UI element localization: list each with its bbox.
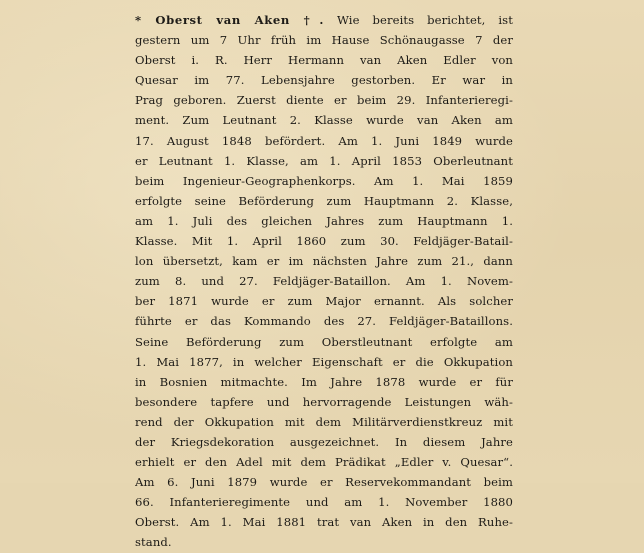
article-line: Oberst. Am 1. Mai 1881 trat van Aken in den Ruhe- xyxy=(135,515,513,530)
article-line: rend der Okkupation mit dem Militärverdienstkreuz mit xyxy=(135,414,513,429)
article-line: erfolgte seine Beförderung zum Hauptmann 2. Klasse, xyxy=(135,193,513,208)
article-line: besondere tapfere und hervorragende Leistungen wäh- xyxy=(135,394,513,409)
article-line: stand. xyxy=(135,535,172,550)
article-line: ber 1871 wurde er zum Major ernannt. Als solcher xyxy=(135,294,513,309)
article-line: Am 6. Juni 1879 wurde er Reservekommandant beim xyxy=(135,475,513,490)
article-line: am 1. Juli des gleichen Jahres zum Hauptmann 1. xyxy=(135,213,513,228)
article-line: zum 8. und 27. Feldjäger-Bataillon. Am 1. Novem- xyxy=(135,274,513,289)
article-line: 66. Infanterieregimente und am 1. November 1880 xyxy=(135,495,513,510)
article-line: Oberst i. R. Herr Hermann van Aken Edler von xyxy=(135,53,513,68)
article-line: Klasse. Mit 1. April 1860 zum 30. Feldjäger-Batail- xyxy=(135,234,513,249)
article-line: Quesar im 77. Lebensjahre gestorben. Er war in xyxy=(135,73,513,88)
article-line: in Bosnien mitmachte. Im Jahre 1878 wurde er für xyxy=(135,374,513,389)
article-line: ment. Zum Leutnant 2. Klasse wurde van Aken am xyxy=(135,113,513,128)
article-line: Seine Beförderung zum Oberstleutnant erfolgte am xyxy=(135,334,513,349)
article-line: erhielt er den Adel mit dem Prädikat „Edler v. Quesar“. xyxy=(135,455,513,470)
article-first-line-text: Wie bereits berichtet, ist xyxy=(324,13,513,27)
article-headline: * Oberst van Aken †. xyxy=(135,13,325,27)
article-first-line xyxy=(135,10,513,30)
article-line: der Kriegsdekoration ausgezeichnet. In diesem Jahre xyxy=(135,434,513,449)
article-line: gestern um 7 Uhr früh im Hause Schönaugasse 7 der xyxy=(135,33,513,48)
article-line: er Leutnant 1. Klasse, am 1. April 1853 Oberleutnant xyxy=(135,153,513,168)
article-line: führte er das Kommando des 27. Feldjäger-Bataillons. xyxy=(135,314,513,329)
article-line: beim Ingenieur-Geographenkorps. Am 1. Mai 1859 xyxy=(135,173,513,188)
article-line: 17. August 1848 befördert. Am 1. Juni 1849 wurde xyxy=(135,133,513,148)
article-line: 1. Mai 1877, in welcher Eigenschaft er die Okkupation xyxy=(135,354,513,369)
article-line: Prag geboren. Zuerst diente er beim 29. Infanterieregi- xyxy=(135,93,513,108)
article-line: lon übersetzt, kam er im nächsten Jahre zum 21., dann xyxy=(135,254,513,269)
obituary-article xyxy=(135,10,513,553)
